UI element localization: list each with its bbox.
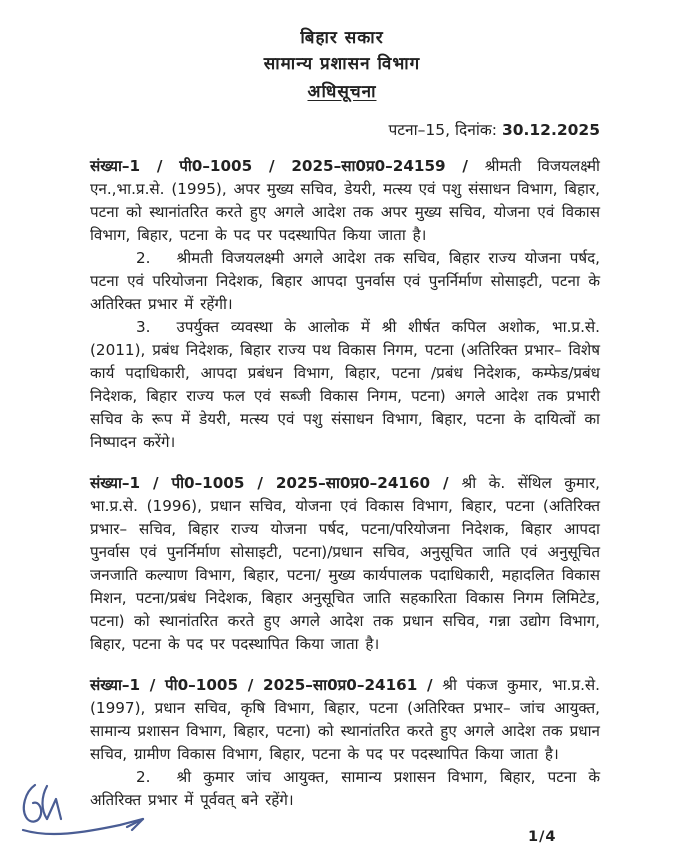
- paragraph-number: 2.: [136, 768, 151, 786]
- order-opening-paragraph: [90, 472, 600, 656]
- paragraph-text: उपर्युक्त व्यवस्था के आलोक में श्री शीर्षत कपिल अशोक, भा.प्र.से. (2011), प्रबंध निदेशक, बिहार राज्य पथ विकास निगम, पटना (अतिरिक्त प्रभार– विशेष कार्य पदाधिकारी, आपदा प्रबंधन विभाग, बिहार, पटना /प्रबंध निदेशक, कम्फेड/प्रबंध निदेशक, बिहार राज्य फल एवं सब्जी विकास निगम, पटना) अगले आदेश तक प्रभारी सचिव के रूप में डेयरी, मत्स्य एवं पशु संसाधन विभाग, बिहार, पटना के दायित्वों का निष्पादन करेंगे।: [90, 318, 600, 451]
- dateline: [0, 119, 684, 141]
- document-body: [0, 155, 684, 812]
- paragraph-number: 3.: [136, 318, 151, 336]
- paragraph-text: श्री कुमार जांच आयुक्त, सामान्य प्रशासन विभाग, बिहार, पटना के अतिरिक्त प्रभार में पूर्ववत् बने रहेंगे।: [90, 768, 600, 809]
- department-title: सामान्य प्रशासन विभाग: [263, 54, 421, 74]
- place-and-date-label: पटना–15, दिनांक:: [388, 121, 497, 139]
- notification-heading: अधिसूचना: [307, 82, 377, 102]
- order-paragraph: [90, 316, 600, 454]
- paragraph-text: श्रीमती विजयलक्ष्मी अगले आदेश तक सचिव, बिहार राज्य योजना पर्षद, पटना एवं परियोजना निदेशक, बिहार आपदा पुनर्वास एवं पुनर्निर्माण सोसाइटी, पटना के अतिरिक्त प्रभार में रहेंगी।: [90, 249, 600, 313]
- order-opening-paragraph: [90, 674, 600, 766]
- order-paragraph: [90, 247, 600, 316]
- government-title: बिहार सकार: [300, 28, 384, 48]
- document-header: [0, 0, 684, 106]
- date-value: 30.12.2025: [501, 121, 600, 139]
- order-opening-paragraph: [90, 155, 600, 247]
- reference-number: संख्या–1 / पी0–1005 / 2025–सा0प्र0–24159 /: [90, 157, 485, 175]
- page-number: 1/4: [528, 829, 557, 845]
- paragraph-number: 2.: [136, 249, 151, 267]
- order-section-24159: [90, 155, 600, 454]
- order-paragraph: [90, 766, 600, 812]
- order-section-24160: [90, 472, 600, 656]
- reference-number: संख्या–1 / पी0–1005 / 2025–सा0प्र0–24160 /: [90, 474, 462, 492]
- order-text: श्री के. सेंथिल कुमार, भा.प्र.से. (1996), प्रधान सचिव, योजना एवं विकास विभाग, बिहार, पटना (अतिरिक्त प्रभार– सचिव, बिहार राज्य योजना पर्षद, पटना/परियोजना निदेशक, बिहार आपदा पुनर्वास एवं पुनर्निर्माण सोसाइटी, पटना)/प्रधान सचिव, अनुसूचित जाति एवं अनुसूचित जनजाति कल्याण विभाग, बिहार, पटना/ मुख्य कार्यपालक पदाधिकारी, महादलित विकास मिशन, पटना/प्रबंध निदेशक, बिहार अनुसूचित जाति सहकारिता विकास निगम लिमिटेड, पटना) को स्थानांतरित करते हुए अगले आदेश तक प्रधान सचिव, गन्ना उद्योग विभाग, बिहार, पटना के पद पर पदस्थापित किया जाता है।: [90, 474, 600, 653]
- order-text: श्रीमती विजयलक्ष्मी एन.,भा.प्र.से. (1995), अपर मुख्य सचिव, डेयरी, मत्स्य एवं पशु संसाधन विभाग, बिहार, पटना को स्थानांतरित करते हुए अगले आदेश तक अपर मुख्य सचिव, योजना एवं विकास विभाग, बिहार, पटना के पद पर पदस्थापित किया जाता है।: [90, 157, 600, 244]
- order-section-24161: [90, 674, 600, 812]
- reference-number: संख्या–1 / पी0–1005 / 2025–सा0प्र0–24161 /: [90, 676, 443, 694]
- order-text: श्री पंकज कुमार, भा.प्र.से. (1997), प्रधान सचिव, कृषि विभाग, बिहार, पटना (अतिरिक्त प्रभार– जांच आयुक्त, सामान्य प्रशासन विभाग, बिहार, पटना) को स्थानांतरित करते हुए अगले आदेश तक प्रधान सचिव, ग्रामीण विकास विभाग, बिहार, पटना के पद पर पदस्थापित किया जाता है।: [90, 676, 601, 763]
